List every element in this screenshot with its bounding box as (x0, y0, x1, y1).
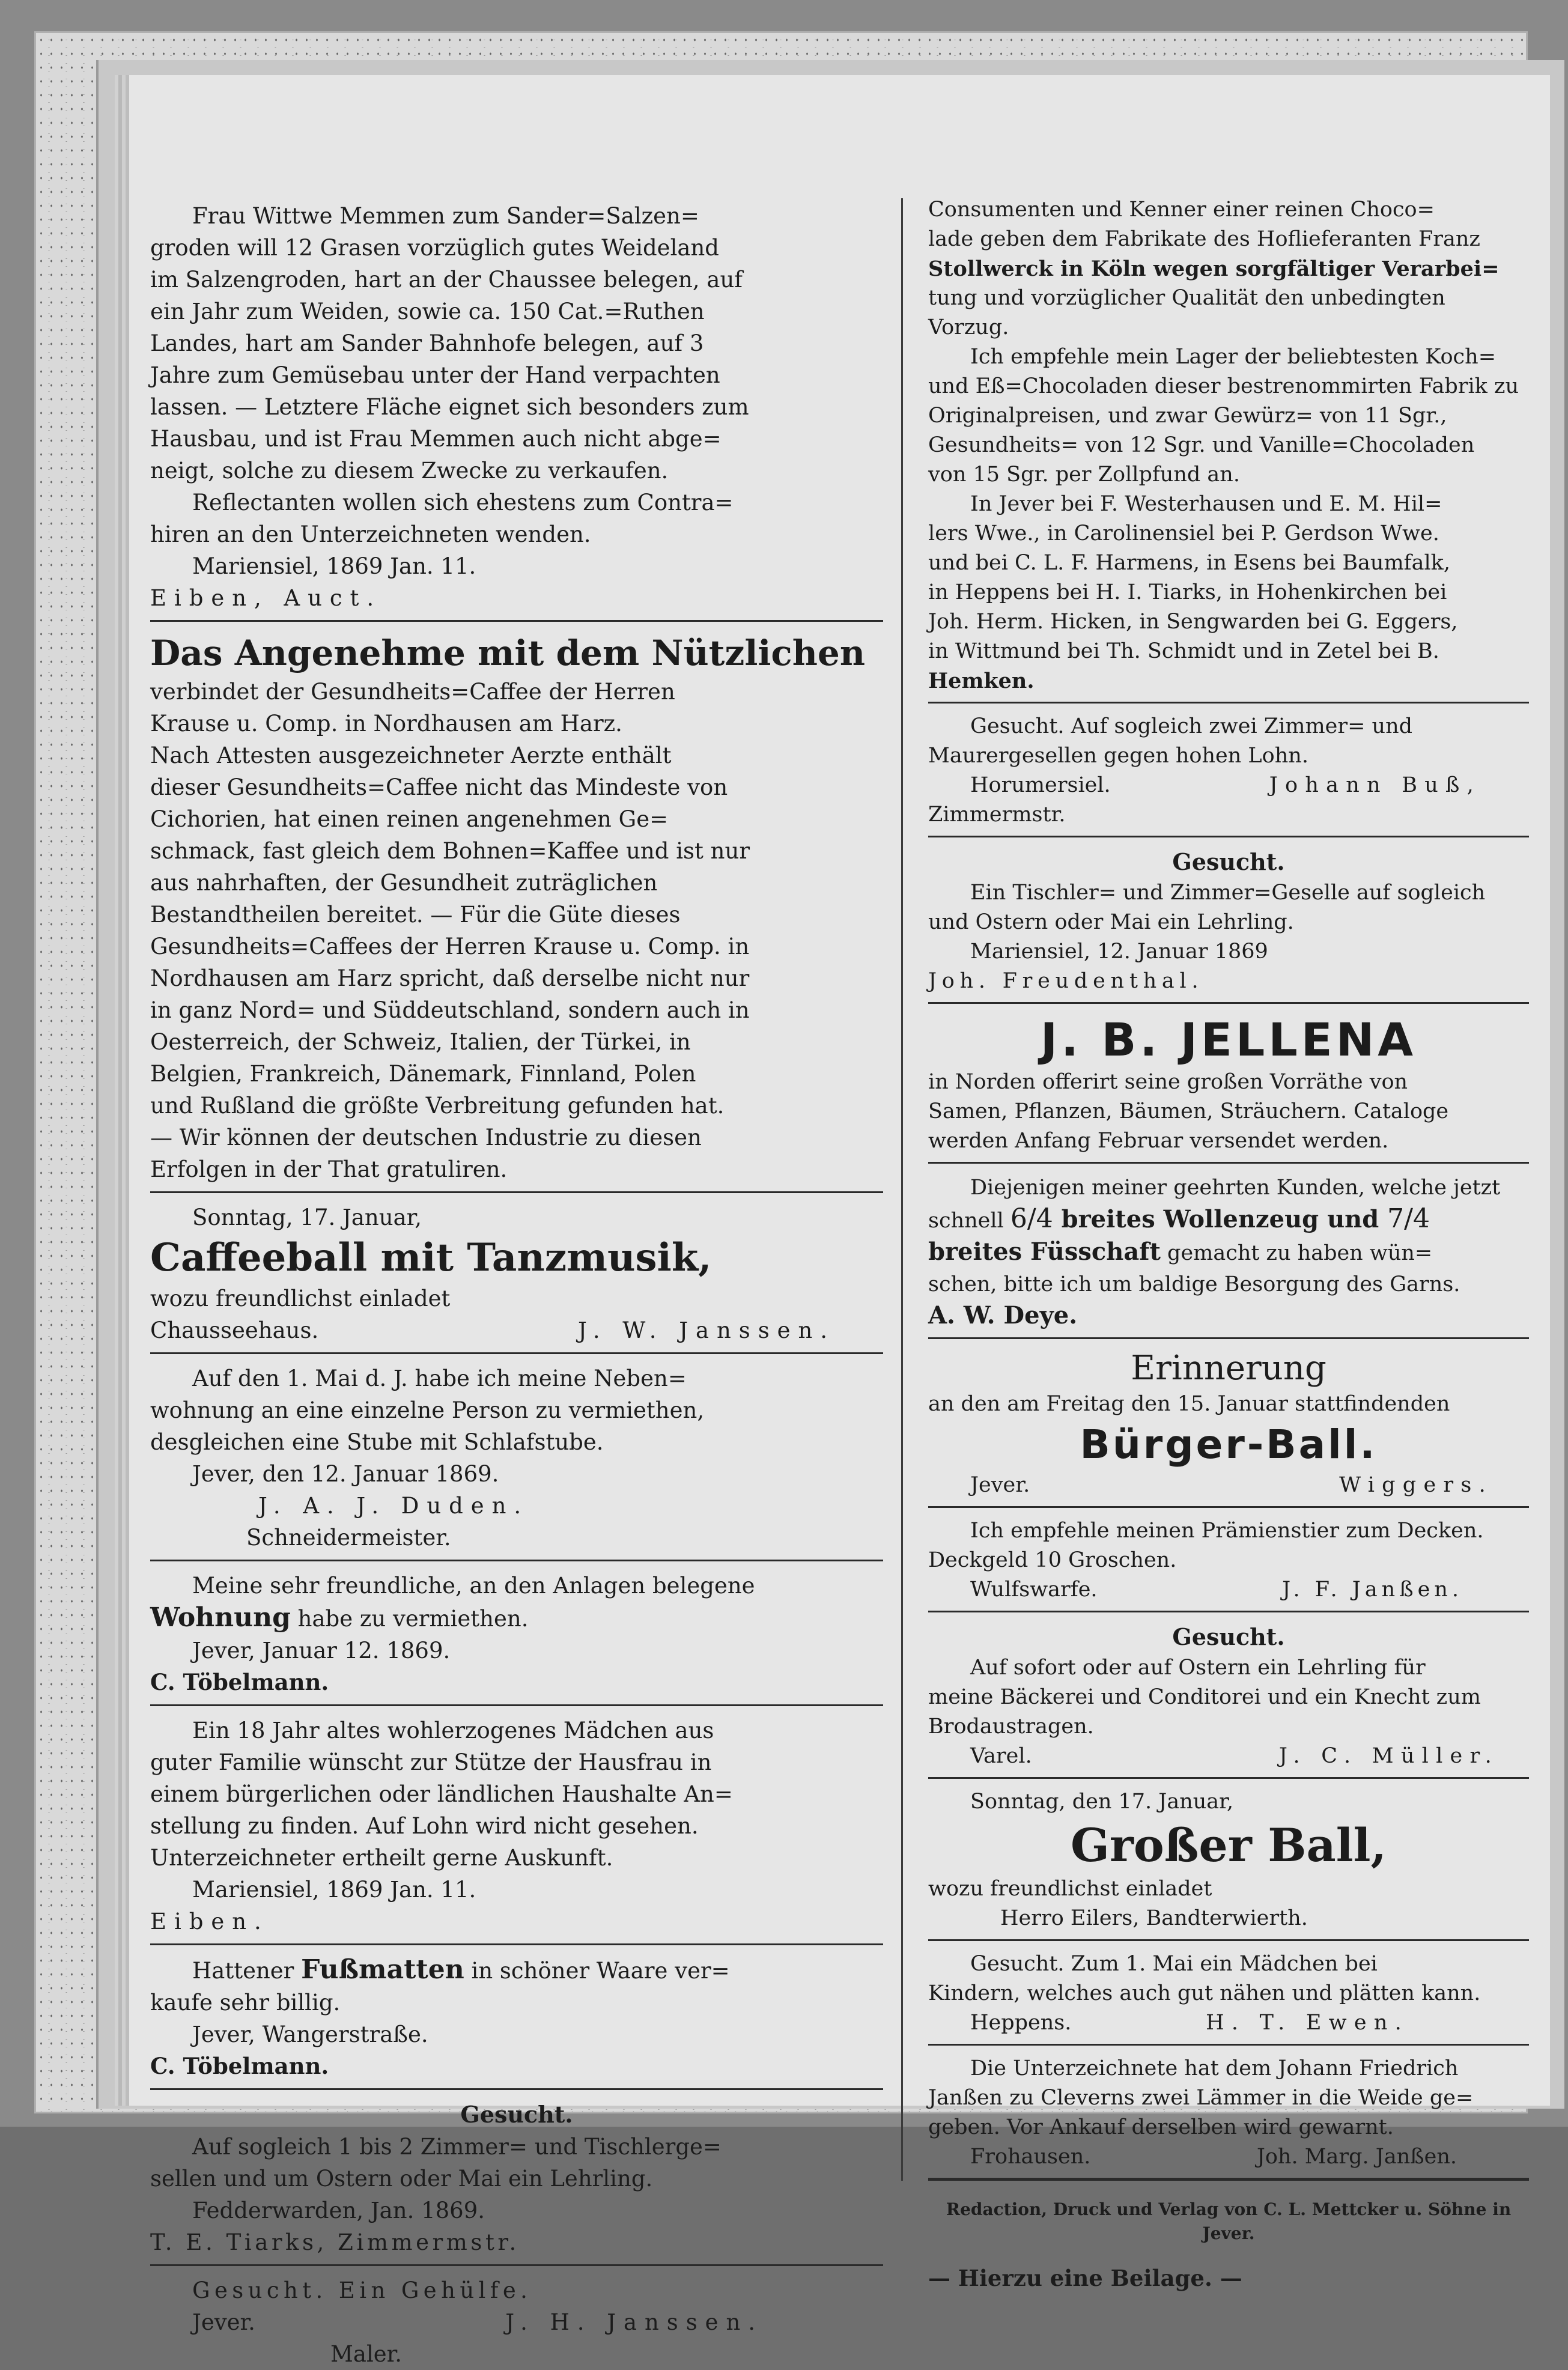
page-footer (928, 2198, 1529, 2294)
ad-signature: J. H. Janssen. (505, 2309, 763, 2335)
ad-text-line: Consumenten und Kenner einer reinen Choco= (928, 198, 1435, 222)
ad-text-line: Erfolgen in der That gratuliren. (150, 1156, 508, 1182)
right-column (928, 123, 1529, 2294)
ad-text-line: in Heppens bei H. I. Tiarks, in Hohenkirchen bei (928, 580, 1447, 604)
ad-text-line: in Norden offerirt seine großen Vorräthe von (928, 1070, 1408, 1094)
ad-text-line: geben. Vor Ankauf derselben wird gewarnt. (928, 2115, 1394, 2139)
ad-text-line: In Jever bei F. Westerhausen und E. M. Hil= (970, 492, 1442, 516)
ad-heading: J. B. JELLENA (1040, 1013, 1417, 1066)
ad-janssen-laemmer (928, 2054, 1529, 2172)
ad-text-line: werden Anfang Februar versendet werden. (928, 1129, 1389, 1153)
ad-signature: J. F. Janßen. (1282, 1578, 1463, 1602)
ad-bold-word: Fußmatten (301, 1954, 464, 1985)
ad-text-line: Janßen zu Cleverns zwei Lämmer in die Weide ge= (928, 2086, 1474, 2110)
ad-text-line: kaufe sehr billig. (150, 1990, 341, 2016)
ad-place: Horumersiel. (970, 773, 1111, 797)
ad-gesundheits-caffee (150, 630, 883, 1185)
column-divider (901, 198, 903, 2181)
ad-text-line: Landes, hart am Sander Bahnhofe belegen, auf 3 (150, 330, 704, 356)
ad-separator (150, 1560, 883, 1561)
ad-signature: Johann Buß, (1269, 773, 1481, 797)
ad-place-date: Mariensiel, 12. Januar 1869 (970, 940, 1268, 964)
ad-text-line: meine Bäckerei und Conditorei und ein Knecht zum (928, 1685, 1481, 1709)
ad-gehuelfe (150, 2274, 883, 2370)
ad-text-line: sellen und um Ostern oder Mai ein Lehrling. (150, 2166, 653, 2192)
ad-separator (928, 1337, 1529, 1339)
ad-text-line: Oesterreich, der Schweiz, Italien, der Türkei, in (150, 1029, 691, 1055)
ad-place: Jever, Wangerstraße. (192, 2022, 428, 2047)
ad-signature: H. T. Ewen. (1206, 2011, 1409, 2035)
ad-text-line: Ein 18 Jahr altes wohlerzogenes Mädchen aus (192, 1718, 714, 1743)
ad-text-line: groden will 12 Grasen vorzüglich gutes Weideland (150, 235, 719, 261)
ad-text-line: Belgien, Frankreich, Dänemark, Finnland, Polen (150, 1061, 696, 1087)
ad-text-line: Gesucht. Ein Gehülfe. (192, 2277, 532, 2303)
ad-text-line: verbindet der Gesundheits=Caffee der Herren (150, 679, 675, 705)
ad-freudenthal (928, 846, 1529, 996)
ad-text-fragment: in schöner Waare ver= (464, 1958, 730, 1984)
ad-signature: Herro Eilers, Bandterwierth. (1000, 1906, 1308, 1930)
ad-separator (928, 1777, 1529, 1779)
ad-date: Sonntag, 17. Januar, (192, 1205, 422, 1230)
ad-signature: A. W. Deye. (928, 1301, 1078, 1329)
supplement-note: — Hierzu eine Beilage. — (928, 2265, 1242, 2291)
ad-stollwerck (928, 195, 1529, 696)
ad-separator (150, 1704, 883, 1706)
ad-text-line: wozu freundlichst einladet (928, 1877, 1212, 1901)
ad-fraction: 6/4 (1010, 1203, 1053, 1234)
ad-separator (150, 2264, 883, 2266)
ad-bold-word: Wohnung (150, 1602, 291, 1633)
ad-text-line: Hemken. (928, 669, 1035, 693)
ad-wohnung (150, 1570, 883, 1698)
ad-text-fragment: habe zu vermiethen. (290, 1606, 529, 1632)
ad-text-line: schen, bitte ich um baldige Besorgung des Garns. (928, 1272, 1460, 1296)
ad-place-date: Mariensiel, 1869 Jan. 11. (192, 1877, 476, 1903)
ad-separator (928, 1611, 1529, 1612)
ad-jellena (928, 1012, 1529, 1156)
ad-text-line: Die Unterzeichnete hat dem Johann Friedrich (970, 2056, 1459, 2080)
ad-text-line: Hausbau, und ist Frau Memmen auch nicht abge= (150, 426, 722, 452)
ad-text-fragment: Hattener (192, 1958, 302, 1984)
ad-place: Jever. (192, 2309, 255, 2335)
ad-text-line: Deckgeld 10 Groschen. (928, 1548, 1177, 1572)
ad-footer-row (928, 2008, 1529, 2038)
ad-footer-row (928, 771, 1529, 800)
ad-heading: Gesucht. (1172, 848, 1285, 875)
ad-footer-row (928, 1742, 1529, 1771)
ad-fussmatten (150, 1954, 883, 2082)
footer-separator (928, 2178, 1529, 2181)
ad-maedchen (150, 1715, 883, 1937)
ad-duden (150, 1363, 883, 1554)
ad-text-fragment: gemacht zu haben wün= (1160, 1241, 1433, 1265)
ad-place-date: Jever, Januar 12. 1869. (192, 1638, 451, 1664)
ad-signature: Joh. Freudenthal. (928, 969, 1204, 993)
ad-place-date: Mariensiel, 1869 Jan. 11. (192, 553, 476, 579)
ad-place: Heppens. (970, 2011, 1072, 2035)
ad-text-line: und Eß=Chocoladen dieser bestrenommirten Fabrik zu (928, 374, 1519, 398)
ad-text-line: Originalpreisen, und zwar Gewürz= von 11 Sgr., (928, 404, 1447, 428)
ad-text-line: Unterzeichneter ertheilt gerne Auskunft. (150, 1845, 613, 1871)
ad-text-line: Meine sehr freundliche, an den Anlagen belegene (192, 1573, 755, 1599)
ad-text-line: Cichorien, hat einen reinen angenehmen Ge= (150, 806, 669, 832)
ad-bold-text: breites Füsschaft (928, 1238, 1161, 1266)
ad-signature: T. E. Tiarks, Zimmermstr. (150, 2229, 520, 2255)
ad-text-line: ein Jahr zum Weiden, sowie ca. 150 Cat.=Ruthen (150, 299, 705, 324)
ad-text-line (928, 1203, 1529, 1236)
ad-place-date: Jever, den 12. Januar 1869. (192, 1461, 499, 1487)
ad-text-line: guter Familie wünscht zur Stütze der Hausfrau in (150, 1749, 712, 1775)
left-column (150, 123, 883, 2370)
ad-separator (928, 1162, 1529, 1164)
ad-text-line: von 15 Sgr. per Zollpfund an. (928, 463, 1240, 487)
ad-signature-title: Maler. (330, 2341, 403, 2367)
ad-text-line: Reflectanten wollen sich ehestens zum Contra= (192, 490, 734, 515)
ad-text-line: Gesucht. Auf sogleich zwei Zimmer= und (970, 714, 1413, 738)
ad-heading: Das Angenehme mit dem Nützlichen (150, 633, 865, 673)
ad-footer-row (928, 1471, 1529, 1500)
ad-text-line: dieser Gesundheits=Caffee nicht das Mindeste von (150, 774, 728, 800)
ad-bold-text: breites Wollenzeug und (1053, 1205, 1388, 1233)
ad-signature: J. C. Müller. (1278, 1744, 1499, 1768)
ad-signature-title: Schneidermeister. (246, 1525, 451, 1551)
ad-separator (150, 1191, 883, 1193)
ad-text-line: Samen, Pflanzen, Bäumen, Sträuchern. Cataloge (928, 1099, 1449, 1123)
ad-separator (928, 836, 1529, 837)
ad-buerger-ball (928, 1348, 1529, 1500)
ad-text-line: Bestandtheilen bereitet. — Für die Güte dieses (150, 902, 681, 928)
ad-text-line: Ich empfehle meinen Prämienstier zum Decken. (970, 1519, 1484, 1543)
ad-text-line: Nach Attesten ausgezeichneter Aerzte enthält (150, 743, 672, 768)
ad-place: Jever. (970, 1473, 1030, 1497)
ad-text-line: und Rußland die größte Verbreitung gefunden hat. (150, 1093, 725, 1119)
ad-memmen (150, 200, 883, 614)
ad-text-line: Ein Tischler= und Zimmer=Geselle auf sogleich (970, 881, 1486, 905)
ad-place-date: Fedderwarden, Jan. 1869. (192, 2198, 485, 2223)
ad-text-line: Gesucht. Zum 1. Mai ein Mädchen bei (970, 1952, 1378, 1976)
ad-text-line (928, 1236, 1529, 1269)
ad-text-line: lade geben dem Fabrikate des Hoflieferanten Franz (928, 227, 1480, 251)
ad-text-line (150, 1602, 883, 1635)
ad-footer-row (928, 1575, 1529, 1605)
ad-ewen (928, 1949, 1529, 2038)
ad-caffeeball (150, 1202, 883, 1346)
ad-place: Frohausen. (970, 2145, 1091, 2169)
ad-text-line: lers Wwe., in Carolinensiel bei P. Gerdson Wwe. (928, 521, 1439, 545)
ad-text-line: wohnung an eine einzelne Person zu vermiethen, (150, 1397, 705, 1423)
ad-fraction: 7/4 (1387, 1203, 1430, 1234)
ad-text-line: Stollwerck in Köln wegen sorgfältiger Verarbei= (928, 257, 1500, 281)
ad-signature: Wiggers. (1339, 1473, 1493, 1497)
ad-text-line: hiren an den Unterzeichneten wenden. (150, 521, 591, 547)
ad-text-line: einem bürgerlichen oder ländlichen Haushalte An= (150, 1781, 733, 1807)
ad-text-line: in Wittmund bei Th. Schmidt und in Zetel bei B. (928, 639, 1439, 663)
ad-text-line: desgleichen eine Stube mit Schlafstube. (150, 1429, 604, 1455)
ad-text-line: und Ostern oder Mai ein Lehrling. (928, 910, 1294, 934)
ad-footer-row (928, 2142, 1529, 2172)
ad-footer-row (150, 1314, 883, 1346)
ad-text-line: in ganz Nord= und Süddeutschland, sondern auch in (150, 997, 750, 1023)
ad-text-line: stellung zu finden. Auf Lohn wird nicht gesehen. (150, 1813, 699, 1839)
ad-text-line (150, 1954, 883, 1987)
ad-text-fragment: schnell (928, 1209, 1010, 1233)
ad-heading: Gesucht. (460, 2101, 573, 2128)
ad-separator (150, 1352, 883, 1354)
ad-text-line: aus nahrhaften, der Gesundheit zuträglichen (150, 870, 658, 896)
ad-text-line: Maurergesellen gegen hohen Lohn. (928, 744, 1308, 768)
ad-text-line: Auf sofort oder auf Ostern ein Lehrling für (970, 1656, 1426, 1680)
ad-signature: C. Töbelmann. (150, 2053, 329, 2079)
ad-text-line: Gesundheits= von 12 Sgr. und Vanille=Chocoladen (928, 433, 1475, 457)
ad-separator (928, 1002, 1529, 1004)
ad-text-line: und bei C. L. F. Harmens, in Esens bei Baumfalk, (928, 551, 1451, 575)
ad-text-line: im Salzengroden, hart an der Chaussee belegen, auf (150, 267, 743, 293)
ad-text-line: — Wir können der deutschen Industrie zu diesen (150, 1125, 702, 1150)
ad-text-line: Diejenigen meiner geehrten Kunden, welche jetzt (970, 1176, 1501, 1200)
ad-heading: Erinnerung (1131, 1349, 1326, 1388)
ad-place: Wulfswarfe. (970, 1578, 1098, 1602)
ad-text-line: Jahre zum Gemüsebau unter der Hand verpachten (150, 362, 720, 388)
ad-text-line: an den am Freitag den 15. Januar stattfindenden (928, 1392, 1450, 1416)
ad-text-line: wozu freundlichst einladet (150, 1286, 451, 1311)
ad-signature: Eiben. (150, 1909, 269, 1934)
ad-signature-title: Zimmermstr. (928, 803, 1066, 827)
ad-praemienstier (928, 1516, 1529, 1605)
ad-separator (150, 1943, 883, 1945)
ad-text-line: lassen. — Letztere Fläche eignet sich besonders zum (150, 394, 749, 420)
ad-place: Chausseehaus. (150, 1317, 319, 1343)
ad-text-line: Auf den 1. Mai d. J. habe ich meine Neben= (192, 1366, 687, 1391)
ad-signature: C. Töbelmann. (150, 1669, 329, 1695)
ad-footer-row (150, 2306, 883, 2338)
ad-gesucht-tiarks (150, 2098, 883, 2258)
ad-separator (928, 2044, 1529, 2046)
ad-heading: Gesucht. (1172, 1623, 1285, 1650)
ad-buss (928, 712, 1529, 830)
ad-text-line: Krause u. Comp. in Nordhausen am Harz. (150, 711, 622, 737)
ad-date: Sonntag, den 17. Januar, (970, 1790, 1234, 1814)
ad-heading: Bürger-Ball. (1080, 1421, 1378, 1468)
ad-text-line: tung und vorzüglicher Qualität den unbedingten (928, 286, 1445, 310)
ad-deye (928, 1172, 1529, 1331)
ad-separator (928, 1939, 1529, 1941)
ad-text-line: Gesundheits=Caffees der Herren Krause u. Comp. in (150, 934, 750, 959)
ad-text-line: schmack, fast gleich dem Bohnen=Kaffee und ist nur (150, 838, 750, 864)
ad-separator (928, 702, 1529, 703)
ad-text-line: Nordhausen am Harz spricht, daß derselbe nicht nur (150, 965, 750, 991)
ad-grosser-ball (928, 1787, 1529, 1933)
ad-heading: Großer Ball, (1071, 1819, 1387, 1872)
ad-separator (150, 2088, 883, 2090)
ad-signature: J. A. J. Duden. (258, 1493, 529, 1519)
ad-place: Varel. (970, 1744, 1032, 1768)
ad-text-line: Ich empfehle mein Lager der beliebtesten Koch= (970, 345, 1497, 369)
ad-text-line: Frau Wittwe Memmen zum Sander=Salzen= (192, 203, 699, 229)
ad-text-line: Vorzug. (928, 315, 1009, 339)
ad-text-line: neigt, solche zu diesem Zwecke zu verkaufen. (150, 458, 669, 484)
imprint: Redaction, Druck und Verlag von C. L. Mettcker u. Söhne in Jever. (946, 2199, 1512, 2243)
ad-signature: Eiben, Auct. (150, 585, 382, 611)
ad-separator (928, 1506, 1529, 1508)
ad-heading: Caffeeball mit Tanzmusik, (150, 1235, 712, 1280)
ad-text-line: Auf sogleich 1 bis 2 Zimmer= und Tischlerge= (192, 2134, 722, 2160)
ad-signature: J. W. Janssen. (577, 1317, 835, 1343)
ad-text-line: Kindern, welches auch gut nähen und plätten kann. (928, 1981, 1481, 2005)
ad-signature: Joh. Marg. Janßen. (1256, 2145, 1457, 2169)
ad-text-line: Brodaustragen. (928, 1715, 1094, 1739)
ad-mueller (928, 1621, 1529, 1771)
ad-text-line: Joh. Herm. Hicken, in Sengwarden bei G. Eggers, (928, 610, 1458, 634)
ad-separator (150, 620, 883, 622)
